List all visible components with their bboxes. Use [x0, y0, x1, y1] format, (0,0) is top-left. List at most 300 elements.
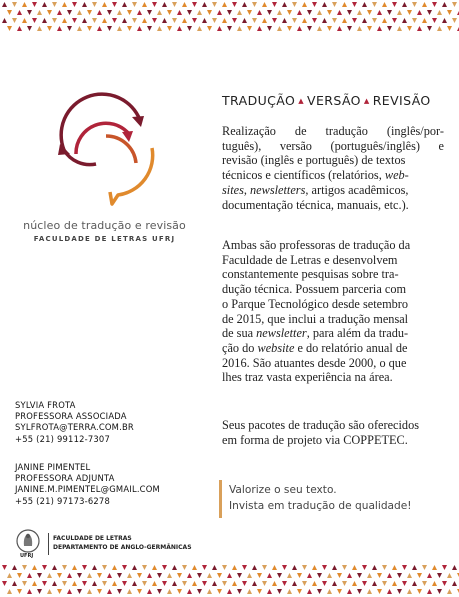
pattern-triangle	[192, 581, 197, 586]
pattern-triangle	[327, 589, 332, 594]
slogan-line: Invista em tradução de qualidade!	[229, 500, 412, 512]
pattern-triangle	[392, 2, 397, 7]
pattern-triangle	[237, 10, 242, 15]
pattern-triangle	[37, 26, 42, 31]
text-line: documentação técnica, manuais, etc.).	[222, 197, 409, 212]
pattern-triangle	[437, 573, 442, 578]
text-line: sites, newsletters, artigos acadêmicos,	[222, 182, 409, 197]
pattern-triangle	[332, 2, 337, 7]
pattern-triangle	[367, 10, 372, 15]
pattern-triangle	[132, 565, 137, 570]
contact-name: JANINE PIMENTEL	[15, 462, 91, 472]
contact-role: PROFESSORA ASSOCIADA	[15, 411, 127, 422]
pattern-triangle	[387, 573, 392, 578]
pattern-triangle	[132, 581, 137, 586]
pattern-triangle	[432, 565, 437, 570]
pattern-triangle	[52, 2, 57, 7]
pattern-triangle	[392, 565, 397, 570]
pattern-triangle	[112, 565, 117, 570]
pattern-triangle	[437, 589, 442, 594]
pattern-triangle	[252, 565, 257, 570]
pattern-triangle	[162, 2, 167, 7]
pattern-triangle	[92, 565, 97, 570]
pattern-triangle	[357, 573, 362, 578]
pattern-triangle	[97, 589, 102, 594]
pattern-triangle	[242, 18, 247, 23]
pattern-triangle	[352, 581, 357, 586]
text-line: 2016. São atuantes desde 2000, o que	[222, 355, 407, 370]
pattern-triangle	[132, 18, 137, 23]
pattern-triangle	[257, 573, 262, 578]
pattern-triangle	[342, 18, 347, 23]
text-line: lhes traz vasta experiência na área.	[222, 370, 393, 385]
pattern-triangle	[337, 589, 342, 594]
pattern-triangle	[197, 589, 202, 594]
pattern-triangle	[287, 589, 292, 594]
pattern-triangle	[322, 18, 327, 23]
pattern-triangle	[117, 573, 122, 578]
pattern-triangle	[317, 573, 322, 578]
pattern-triangle	[127, 589, 132, 594]
pattern-triangle	[407, 573, 412, 578]
pattern-triangle	[212, 581, 217, 586]
pattern-triangle	[257, 10, 262, 15]
pattern-triangle	[32, 581, 37, 586]
pattern-triangle	[312, 581, 317, 586]
pattern-triangle	[347, 26, 352, 31]
pattern-triangle	[42, 18, 47, 23]
pattern-triangle	[387, 10, 392, 15]
pattern-triangle	[227, 589, 232, 594]
pattern-triangle	[292, 18, 297, 23]
pattern-triangle	[442, 2, 447, 7]
pattern-triangle	[307, 589, 312, 594]
pattern-triangle	[107, 26, 112, 31]
pattern-triangle	[297, 589, 302, 594]
pattern-triangle	[27, 26, 32, 31]
pattern-triangle	[62, 581, 67, 586]
pattern-triangle	[272, 565, 277, 570]
pattern-triangle	[172, 18, 177, 23]
pattern-triangle	[77, 573, 82, 578]
text-line: ção do website e do relatório anual de	[222, 340, 408, 355]
pattern-triangle	[427, 589, 432, 594]
pattern-triangle	[192, 18, 197, 23]
triangle-pattern-top	[0, 0, 459, 34]
pattern-triangle	[362, 2, 367, 7]
pattern-triangle	[287, 26, 292, 31]
pattern-triangle	[392, 18, 397, 23]
pattern-triangle	[122, 18, 127, 23]
pattern-triangle	[202, 2, 207, 7]
pattern-triangle	[62, 18, 67, 23]
pattern-triangle	[247, 26, 252, 31]
pattern-triangle	[182, 2, 187, 7]
pattern-triangle	[412, 581, 417, 586]
pattern-triangle	[197, 10, 202, 15]
pattern-triangle	[357, 589, 362, 594]
pattern-triangle	[347, 589, 352, 594]
pattern-triangle	[252, 2, 257, 7]
pattern-triangle	[322, 2, 327, 7]
text-line: Ambas são professoras de tradução da	[222, 238, 411, 252]
pattern-triangle	[262, 18, 267, 23]
pattern-triangle	[67, 573, 72, 578]
pattern-triangle	[87, 573, 92, 578]
pattern-triangle	[162, 565, 167, 570]
pattern-triangle	[302, 565, 307, 570]
decorative-top-band	[0, 0, 459, 34]
heading-translation: TRADUÇÃO	[222, 93, 296, 108]
pattern-triangle	[157, 589, 162, 594]
ufrj-label: UFRJ	[20, 553, 34, 559]
pattern-triangle	[2, 581, 7, 586]
text-line: o Parque Tecnológico desde setembro	[222, 296, 409, 311]
pattern-triangle	[452, 2, 457, 7]
about-paragraph	[222, 238, 444, 385]
department-name: DEPARTAMENTO DE ANGLO-GERMÂNICAS	[53, 544, 192, 551]
pattern-triangle	[22, 18, 27, 23]
pattern-triangle	[312, 18, 317, 23]
pattern-triangle	[57, 10, 62, 15]
pattern-triangle	[87, 10, 92, 15]
pattern-triangle	[377, 589, 382, 594]
pattern-triangle	[147, 10, 152, 15]
logo-subtitle: FACULDADE DE LETRAS UFRJ	[33, 235, 176, 243]
pattern-triangle	[192, 2, 197, 7]
pattern-triangle	[222, 581, 227, 586]
pattern-triangle	[412, 18, 417, 23]
pattern-triangle	[157, 10, 162, 15]
pattern-triangle	[367, 589, 372, 594]
pattern-triangle	[7, 26, 12, 31]
pattern-triangle	[97, 573, 102, 578]
pattern-triangle	[287, 573, 292, 578]
pattern-triangle	[392, 581, 397, 586]
pattern-triangle	[147, 26, 152, 31]
pattern-triangle	[327, 10, 332, 15]
services-paragraph	[222, 124, 444, 212]
pattern-triangle	[297, 573, 302, 578]
pattern-triangle	[122, 2, 127, 7]
pattern-triangle	[412, 565, 417, 570]
pattern-triangle	[402, 2, 407, 7]
pattern-triangle	[247, 589, 252, 594]
pattern-triangle	[12, 565, 17, 570]
pattern-triangle	[242, 581, 247, 586]
pattern-triangle	[87, 589, 92, 594]
pattern-triangle	[422, 2, 427, 7]
pattern-triangle	[167, 26, 172, 31]
pattern-triangle	[67, 10, 72, 15]
contact-janine	[15, 462, 160, 507]
pattern-triangle	[137, 10, 142, 15]
pattern-triangle	[292, 565, 297, 570]
pattern-triangle	[397, 589, 402, 594]
pattern-triangle	[127, 573, 132, 578]
text-line: Faculdade de Letras e desenvolvem	[222, 252, 398, 267]
pattern-triangle	[357, 10, 362, 15]
pattern-triangle	[32, 18, 37, 23]
pattern-triangle	[72, 581, 77, 586]
pattern-triangle	[142, 18, 147, 23]
pattern-triangle	[52, 18, 57, 23]
pattern-triangle	[452, 565, 457, 570]
pattern-triangle	[137, 26, 142, 31]
pattern-triangle	[327, 573, 332, 578]
pattern-triangle	[122, 565, 127, 570]
pattern-triangle	[7, 10, 12, 15]
pattern-triangle	[432, 18, 437, 23]
pattern-triangle	[197, 26, 202, 31]
pattern-triangle	[197, 573, 202, 578]
pattern-triangle	[82, 565, 87, 570]
pattern-triangle	[282, 18, 287, 23]
pattern-triangle	[237, 26, 242, 31]
pattern-triangle	[337, 10, 342, 15]
pattern-triangle	[332, 18, 337, 23]
text-line: dução técnica. Possuem parceria com	[222, 282, 407, 297]
pattern-triangle	[382, 2, 387, 7]
pattern-triangle	[447, 589, 452, 594]
pattern-triangle	[187, 26, 192, 31]
text-line: tuguês), versão (português/inglês) e	[222, 138, 444, 153]
pattern-triangle	[397, 26, 402, 31]
pattern-triangle	[262, 581, 267, 586]
pattern-triangle	[437, 26, 442, 31]
text-line: de sua newsletter, para além da tradu-	[222, 326, 409, 341]
pattern-triangle	[217, 589, 222, 594]
pattern-triangle	[377, 10, 382, 15]
pattern-triangle	[172, 565, 177, 570]
pattern-triangle	[27, 573, 32, 578]
pattern-triangle	[302, 581, 307, 586]
pattern-triangle	[422, 565, 427, 570]
pattern-triangle	[417, 10, 422, 15]
pattern-triangle	[322, 581, 327, 586]
pattern-triangle	[302, 2, 307, 7]
pattern-triangle	[422, 18, 427, 23]
services-heading	[222, 93, 431, 108]
pattern-triangle	[12, 581, 17, 586]
pattern-triangle	[337, 573, 342, 578]
pattern-triangle	[267, 26, 272, 31]
logo-title: núcleo de tradução e revisão	[23, 219, 186, 232]
pattern-triangle	[427, 573, 432, 578]
pattern-triangle	[452, 581, 457, 586]
pattern-triangle	[242, 565, 247, 570]
pattern-triangle	[137, 589, 142, 594]
pattern-triangle	[107, 10, 112, 15]
pattern-triangle	[47, 573, 52, 578]
pattern-triangle	[17, 589, 22, 594]
pattern-triangle	[117, 589, 122, 594]
pattern-triangle	[402, 565, 407, 570]
pattern-triangle	[47, 26, 52, 31]
pattern-triangle	[282, 581, 287, 586]
pattern-triangle	[292, 581, 297, 586]
pattern-triangle	[297, 26, 302, 31]
pattern-triangle	[177, 26, 182, 31]
pattern-triangle	[272, 2, 277, 7]
pattern-triangle	[407, 589, 412, 594]
pattern-triangle	[72, 565, 77, 570]
pattern-triangle	[227, 26, 232, 31]
pattern-triangle	[162, 581, 167, 586]
pattern-triangle	[247, 573, 252, 578]
pattern-triangle	[387, 26, 392, 31]
pattern-triangle	[72, 18, 77, 23]
pattern-triangle	[362, 18, 367, 23]
pattern-triangle	[272, 18, 277, 23]
pattern-triangle	[442, 18, 447, 23]
pattern-triangle	[447, 26, 452, 31]
pattern-triangle	[112, 2, 117, 7]
pattern-triangle	[272, 581, 277, 586]
pattern-triangle	[232, 18, 237, 23]
pattern-triangle	[282, 565, 287, 570]
pattern-triangle	[412, 2, 417, 7]
pattern-triangle	[112, 18, 117, 23]
pattern-triangle	[122, 581, 127, 586]
packages-paragraph	[222, 418, 444, 447]
pattern-triangle	[82, 2, 87, 7]
pattern-triangle	[207, 589, 212, 594]
pattern-triangle	[22, 581, 27, 586]
pattern-triangle	[72, 2, 77, 7]
pattern-triangle	[2, 2, 7, 7]
pattern-triangle	[377, 573, 382, 578]
pattern-triangle	[327, 26, 332, 31]
pattern-triangle	[292, 2, 297, 7]
pattern-triangle	[172, 581, 177, 586]
pattern-triangle	[107, 589, 112, 594]
pattern-triangle	[217, 26, 222, 31]
pattern-triangle	[387, 589, 392, 594]
pattern-triangle	[322, 565, 327, 570]
pattern-triangle	[202, 18, 207, 23]
heading-revision: REVISÃO	[372, 93, 431, 108]
pattern-triangle	[337, 26, 342, 31]
pattern-triangle	[192, 565, 197, 570]
contact-phone[interactable]: +55 (21) 97173-6278	[15, 495, 110, 506]
pattern-triangle	[317, 589, 322, 594]
pattern-triangle	[157, 573, 162, 578]
text-line: Realização de tradução (inglês/por-	[222, 124, 444, 138]
pattern-triangle	[77, 589, 82, 594]
pattern-triangle	[92, 18, 97, 23]
slogan-line: Valorize o seu texto.	[229, 484, 337, 496]
pattern-triangle	[202, 565, 207, 570]
pattern-triangle	[152, 565, 157, 570]
pattern-triangle	[102, 2, 107, 7]
pattern-triangle	[352, 18, 357, 23]
pattern-triangle	[152, 581, 157, 586]
pattern-triangle	[57, 26, 62, 31]
pattern-triangle	[422, 581, 427, 586]
pattern-triangle	[372, 581, 377, 586]
pattern-triangle	[352, 2, 357, 7]
pattern-triangle	[157, 26, 162, 31]
pattern-triangle	[377, 26, 382, 31]
pattern-triangle	[342, 565, 347, 570]
contact-email[interactable]: JANINE.M.PIMENTEL@GMAIL.COM	[15, 484, 160, 495]
pattern-triangle	[182, 18, 187, 23]
pattern-triangle	[362, 581, 367, 586]
pattern-triangle	[237, 589, 242, 594]
pattern-triangle	[52, 581, 57, 586]
pattern-triangle	[332, 565, 337, 570]
pattern-triangle	[92, 581, 97, 586]
text-line: constantemente pesquisas sobre tra-	[222, 267, 399, 282]
contact-phone[interactable]: +55 (21) 99112-7307	[15, 433, 110, 444]
pattern-triangle	[447, 573, 452, 578]
pattern-triangle	[97, 10, 102, 15]
pattern-triangle	[347, 10, 352, 15]
pattern-triangle	[257, 26, 262, 31]
pattern-triangle	[417, 26, 422, 31]
contact-name: SYLVIA FROTA	[15, 400, 76, 410]
pattern-triangle	[42, 2, 47, 7]
pattern-triangle	[232, 565, 237, 570]
pattern-triangle	[32, 2, 37, 7]
pattern-triangle	[442, 565, 447, 570]
contact-email[interactable]: SYLFROTA@TERRA.COM.BR	[15, 422, 134, 433]
pattern-triangle	[77, 10, 82, 15]
pattern-triangle	[42, 565, 47, 570]
pattern-triangle	[97, 26, 102, 31]
pattern-triangle	[82, 18, 87, 23]
pattern-triangle	[172, 2, 177, 7]
contact-sylvia	[15, 400, 134, 445]
pattern-triangle	[432, 2, 437, 7]
pattern-triangle	[367, 26, 372, 31]
pattern-triangle	[102, 581, 107, 586]
pattern-triangle	[132, 2, 137, 7]
pattern-triangle	[182, 565, 187, 570]
slogan	[229, 482, 412, 514]
pattern-triangle	[187, 10, 192, 15]
pattern-triangle	[372, 18, 377, 23]
pattern-triangle	[397, 10, 402, 15]
department-info	[53, 534, 192, 552]
pattern-triangle	[232, 581, 237, 586]
pattern-triangle	[42, 581, 47, 586]
pattern-triangle	[307, 26, 312, 31]
pattern-triangle	[167, 589, 172, 594]
pattern-triangle	[447, 10, 452, 15]
pattern-triangle	[262, 2, 267, 7]
pattern-triangle	[277, 26, 282, 31]
pattern-triangle	[312, 565, 317, 570]
triangle-separator-icon: ▲	[363, 97, 370, 105]
pattern-triangle	[2, 565, 7, 570]
pattern-triangle	[222, 565, 227, 570]
pattern-triangle	[407, 10, 412, 15]
pattern-triangle	[242, 2, 247, 7]
pattern-triangle	[277, 10, 282, 15]
pattern-triangle	[402, 18, 407, 23]
pattern-triangle	[382, 18, 387, 23]
pattern-triangle	[332, 581, 337, 586]
pattern-triangle	[87, 26, 92, 31]
pattern-triangle	[257, 589, 262, 594]
pattern-triangle	[57, 589, 62, 594]
pattern-triangle	[67, 589, 72, 594]
quote-bar	[219, 480, 222, 518]
pattern-triangle	[352, 565, 357, 570]
text-line: em forma de projeto via COPPETEC.	[222, 432, 408, 447]
